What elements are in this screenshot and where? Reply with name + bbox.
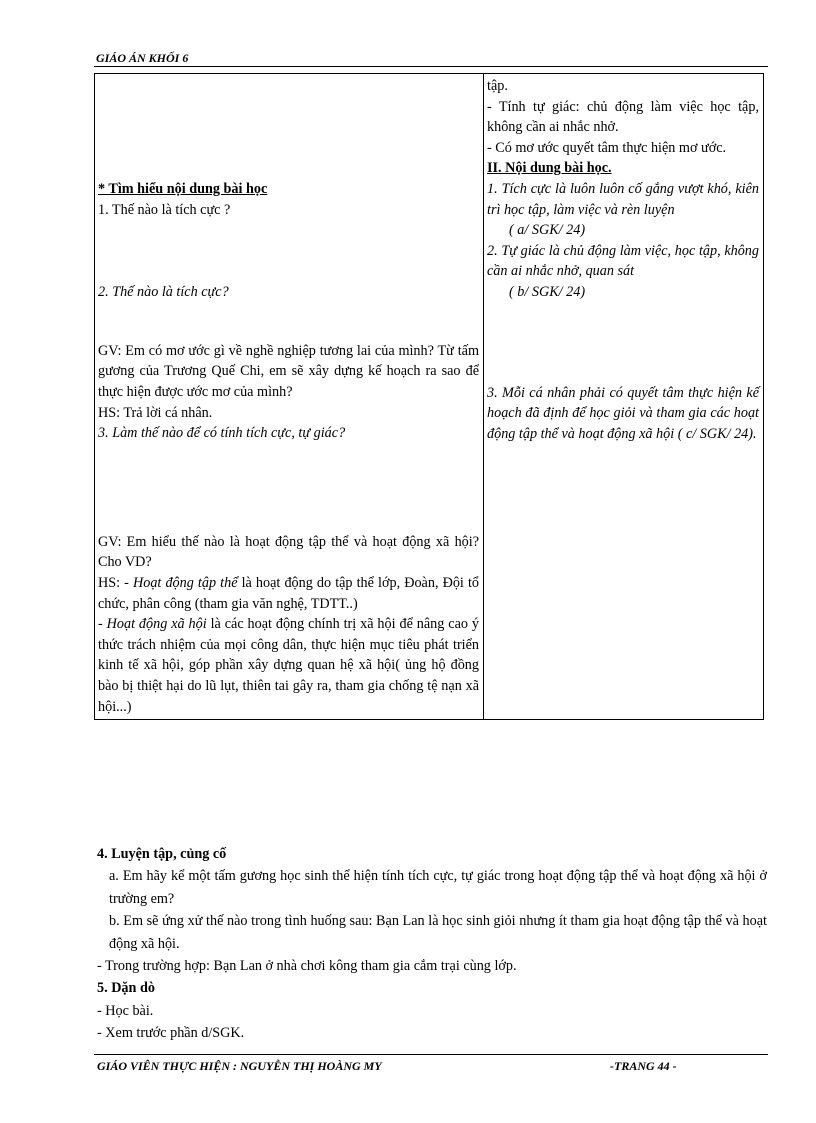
spacer bbox=[98, 444, 479, 532]
answer-prefix: HS: - bbox=[98, 574, 133, 591]
footer-teacher: GIÁO VIÊN THỰC HIỆN : NGUYỄN THỊ HOÀNG MY bbox=[97, 1059, 382, 1073]
student-answer-3 bbox=[98, 614, 479, 717]
homework-heading: 5. Dặn dò bbox=[97, 980, 155, 997]
question-2: 2. Thế nào là tích cực? bbox=[98, 284, 229, 301]
practice-question-b: b. Em sẽ ứng xử thế nào trong tình huống sau: Bạn Lan là học sinh giỏi nhưng ít tham gia hoạt động tập thể và hoạt động xã hội. bbox=[109, 913, 767, 952]
header-rule bbox=[94, 66, 768, 67]
self-discipline-definition: - Tính tự giác: chủ động làm việc học tập, không cần ai nhắc nhở. bbox=[487, 98, 759, 136]
practice-question-a: a. Em hãy kể một tấm gương học sinh thể hiện tính tích cực, tự giác trong hoạt động tập thể và hoạt động xã hội ở trường em? bbox=[109, 868, 767, 907]
answer-text: là hoạt động do tập thể lớp, Đoàn, Đội tổ chức, phân công (tham gia văn nghệ, TDTT..) bbox=[98, 574, 479, 612]
content-point-1: 1. Tích cực là luôn luôn cố gắng vượt khó, kiên trì học tập, làm việc và rèn luyện bbox=[487, 180, 759, 218]
page-header: GIÁO ÁN KHỐI 6 bbox=[96, 51, 189, 65]
table-row bbox=[95, 74, 764, 720]
footer-rule bbox=[94, 1054, 768, 1055]
homework-item: - Học bài. bbox=[97, 1002, 154, 1019]
answer-text: là các hoạt động chính trị xã hội để nâng cao ý thức trách nhiệm của mọi công dân, thực hiện mục tiêu phát triển kinh tế xã hội, góp phần xây dựng quan hệ xã hội( ủng hộ đồng bào bị thiệt hại do lũ lụt, thiên tai gây ra, tham gia chống tệ nạn xã hội...) bbox=[98, 616, 479, 715]
content-ref-1: ( a/ SGK/ 24) bbox=[509, 222, 586, 239]
left-section-title: * Tìm hiểu nội dung bài học bbox=[98, 181, 268, 197]
content-ref-2: ( b/ SGK/ 24) bbox=[509, 283, 586, 300]
term-social-activity: Hoạt động xã hội bbox=[106, 616, 207, 633]
spacer bbox=[98, 76, 479, 179]
content-point-2: 2. Tự giác là chủ động làm việc, học tập, không cần ai nhắc nhở, quan sát bbox=[487, 242, 759, 280]
teacher-question-1: GV: Em có mơ ước gì về nghề nghiệp tương lai của mình? Từ tấm gương của Trương Quế Chi, em sẽ xây dựng kế hoạch ra sao để thực hiện được ước mơ của mình? bbox=[98, 342, 479, 400]
practice-situation: - Trong trường hợp: Bạn Lan ở nhà chơi kông tham gia cắm trại cùng lớp. bbox=[97, 958, 517, 975]
student-answer-1: HS: Trả lời cá nhân. bbox=[98, 404, 213, 421]
spacer bbox=[487, 303, 759, 383]
homework-item: - Xem trước phần d/SGK. bbox=[97, 1025, 245, 1042]
lesson-wrapup bbox=[97, 843, 767, 1045]
footer-page-number: -TRANG 44 - bbox=[610, 1059, 677, 1073]
content-point-3: 3. Mỗi cá nhân phải có quyết tâm thực hiện kế hoạch đã định để học giỏi và tham gia các hoạt động tập thể và hoạt động xã hội ( c/ SGK/ 24). bbox=[487, 384, 759, 442]
practice-heading: 4. Luyện tập, củng cố bbox=[97, 846, 227, 862]
student-answer-2 bbox=[98, 573, 479, 614]
teacher-question-2: GV: Em hiểu thế nào là hoạt động tập thể và hoạt động xã hội? Cho VD? bbox=[98, 533, 479, 571]
lesson-content-cell bbox=[484, 74, 764, 720]
right-section-title: II. Nội dung bài học. bbox=[487, 160, 612, 177]
spacer bbox=[98, 303, 479, 341]
continued-text: tập. bbox=[487, 78, 508, 94]
answer-prefix: - bbox=[98, 616, 107, 633]
question-3: 3. Làm thế nào để có tính tích cực, tự giác? bbox=[98, 425, 346, 442]
lesson-table bbox=[94, 73, 764, 720]
term-group-activity: Hoạt động tập thể bbox=[133, 574, 238, 591]
aspiration-note: - Có mơ ước quyết tâm thực hiện mơ ước. bbox=[487, 139, 727, 156]
teacher-activities-cell bbox=[95, 74, 484, 720]
question-1: 1. Thế nào là tích cực ? bbox=[98, 201, 231, 218]
spacer bbox=[98, 220, 479, 282]
